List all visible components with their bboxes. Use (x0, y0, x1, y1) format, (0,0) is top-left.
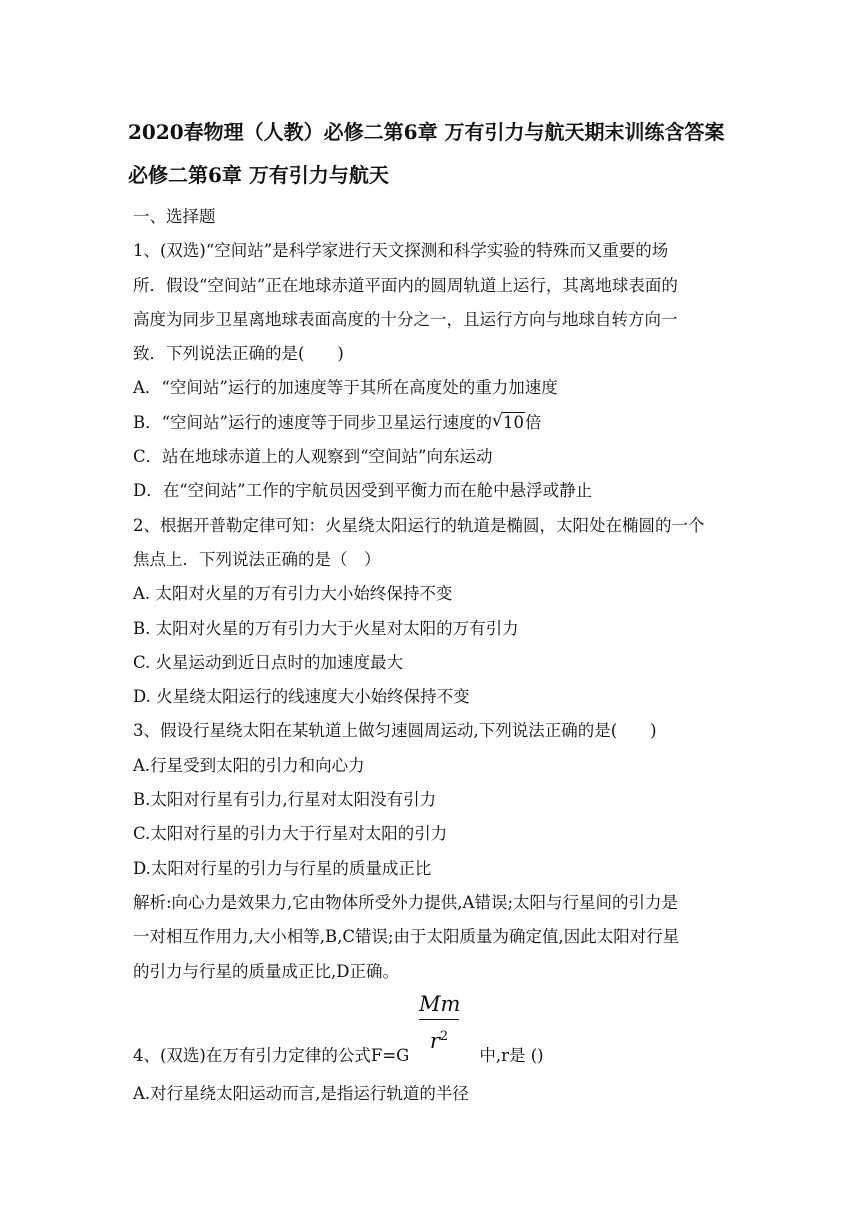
document-subtitle: 必修二第6章 万有引力与航天 (128, 163, 389, 187)
q4-stem-suffix: 中,r是 () (479, 1045, 544, 1065)
q3-analysis-line-1: 解析:向心力是效果力,它由物体所受外力提供,A错误;太阳与行星间的引力是 (133, 892, 679, 912)
document-title: 2020春物理（人教）必修二第6章 万有引力与航天期末训练含答案 (128, 120, 725, 144)
q3-analysis-line-2: 一对相互作用力,大小相等,B,C错误;由于太阳质量为确定值,因此太阳对行星 (133, 927, 680, 947)
q4-stem (133, 1039, 544, 1073)
q1-stem-line-1: 1、(双选)“空间站”是科学家进行天文探测和科学实验的特殊而又重要的场 (133, 241, 669, 261)
q3-analysis-line-3: 的引力与行星的质量成正比,D正确。 (133, 961, 399, 981)
denominator-variable: r (429, 1028, 440, 1053)
document-body (133, 200, 733, 1111)
square-root (492, 406, 525, 440)
q1-option-a: A．“空间站”运行的加速度等于其所在高度处的重力加速度 (133, 378, 558, 398)
q2-stem-line-1: 2、根据开普勒定律可知：火星绕太阳运行的轨道是椭圆，太阳处在椭圆的一个 (133, 515, 705, 535)
q1-option-c: C．站在地球赤道上的人观察到“空间站”向东运动 (133, 447, 493, 467)
square-root-radicand: 10 (503, 412, 524, 432)
q1-stem-line-4: 致．下列说法正确的是( ) (133, 344, 344, 364)
q2-stem-line-2: 焦点上．下列说法正确的是（ ） (133, 549, 381, 569)
q1-stem-line-3: 高度为同步卫星离地球表面高度的十分之一，且运行方向与地球自转方向一 (133, 309, 678, 329)
q3-option-b: B.太阳对行星有引力,行星对太阳没有引力 (133, 790, 437, 810)
q2-option-a: A. 太阳对火星的万有引力大小始终保持不变 (133, 584, 453, 604)
q3-option-a: A.行星受到太阳的引力和向心力 (133, 755, 365, 775)
q3-stem: 3、假设行星绕太阳在某轨道上做匀速圆周运动,下列说法正确的是( ) (133, 721, 657, 741)
q2-option-b: B. 太阳对火星的万有引力大于火星对太阳的万有引力 (133, 618, 519, 638)
q4-block (133, 989, 733, 1093)
q3-option-c: C.太阳对行星的引力大于行星对太阳的引力 (133, 824, 448, 844)
q2-option-d: D. 火星绕太阳运行的线速度大小始终保持不变 (133, 687, 470, 707)
fraction-numerator: Mm (419, 989, 459, 1020)
section-heading: 一、选择题 (133, 207, 216, 226)
q1-option-d: D．在“空间站”工作的宇航员因受到平衡力而在舱中悬浮或静止 (133, 481, 593, 501)
q1-option-b (133, 406, 733, 440)
q4-stem-prefix: 4、(双选)在万有引力定律的公式F=G (133, 1045, 410, 1065)
denominator-exponent: 2 (439, 1028, 449, 1044)
q1-option-b-text: B．“空间站”运行的速度等于同步卫星运行速度的 (133, 412, 492, 432)
q4-option-a: A.对行星绕太阳运动而言,是指运行轨道的半径 (133, 1083, 469, 1103)
q1-option-b-suffix: 倍 (525, 412, 542, 432)
q1-stem-line-2: 所．假设“空间站”正在地球赤道平面内的圆周轨道上运行，其离地球表面的 (133, 275, 678, 295)
q2-option-c: C. 火星运动到近日点时的加速度最大 (133, 652, 404, 672)
radical-sign-icon: √ (492, 410, 503, 431)
q3-option-d: D.太阳对行星的引力与行星的质量成正比 (133, 858, 432, 878)
